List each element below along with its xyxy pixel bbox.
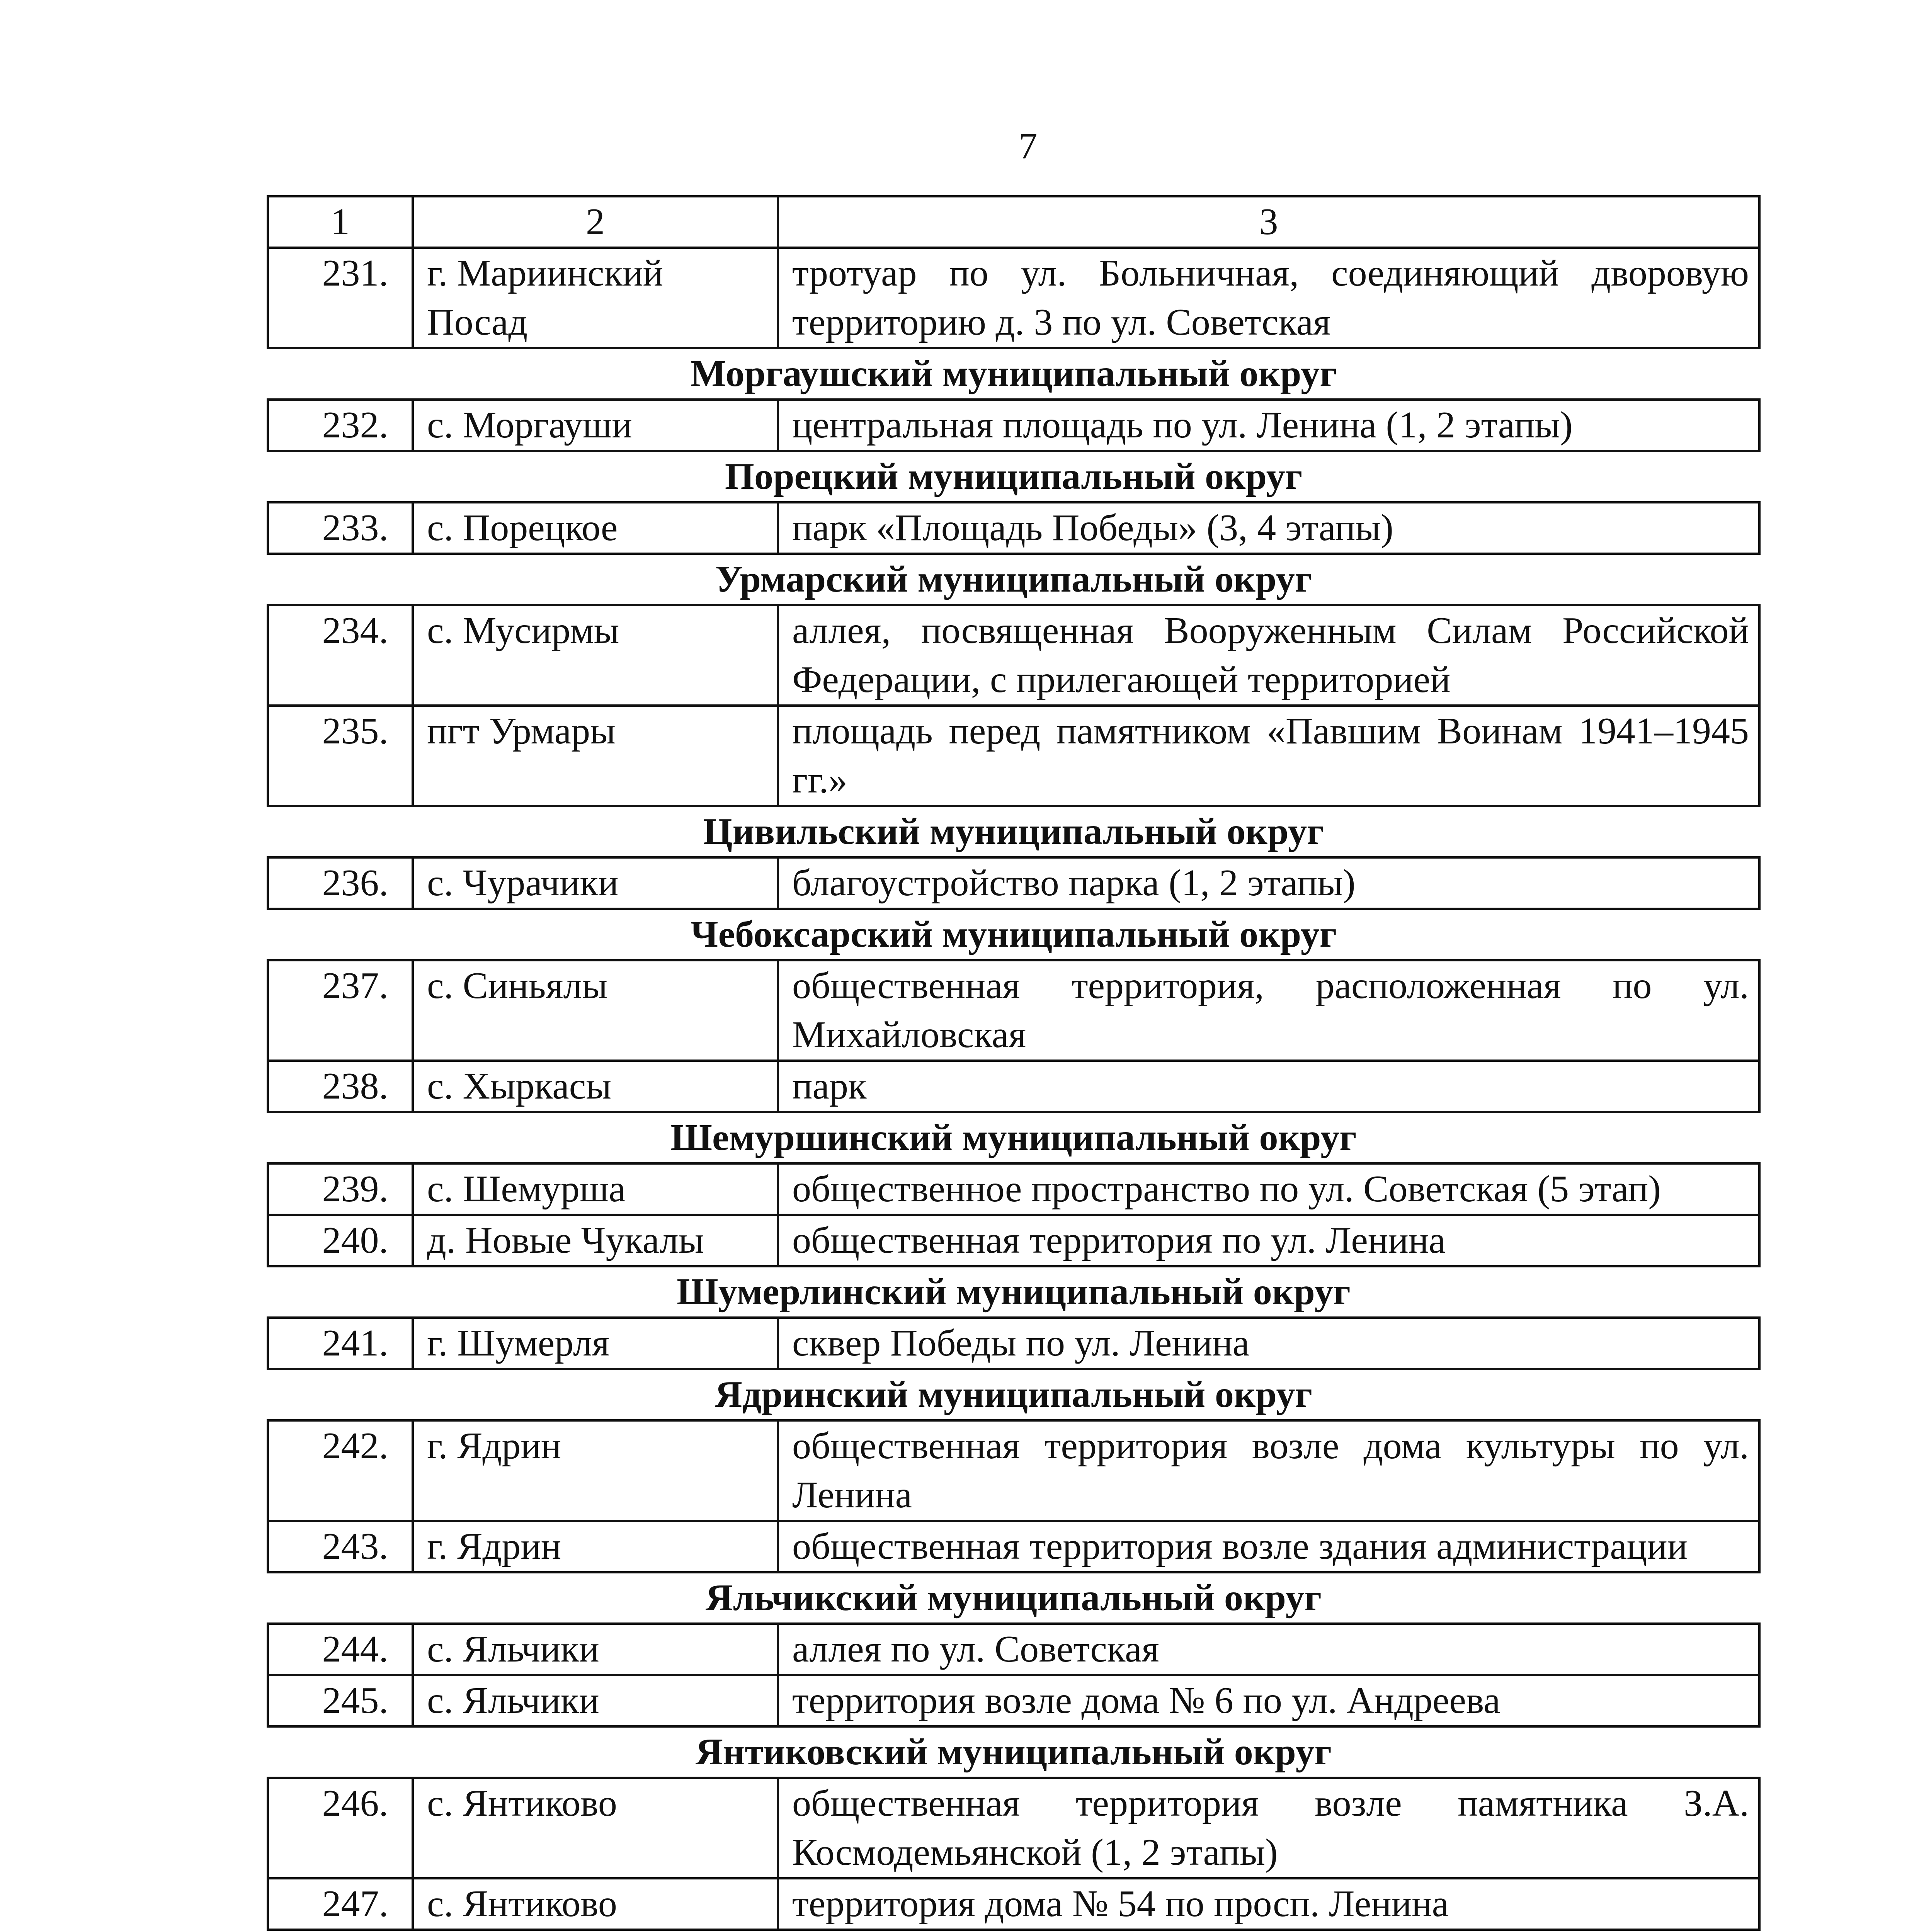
row-number: 231. — [268, 248, 413, 348]
row-description: общественное пространство по ул. Советская (5 этап) — [778, 1163, 1759, 1215]
row-description: общественная территория по ул. Ленина — [778, 1215, 1759, 1266]
row-description: общественная территория возле здания администрации — [778, 1521, 1759, 1572]
row-number: 238. — [268, 1061, 413, 1112]
row-description: центральная площадь по ул. Ленина (1, 2 этапы) — [778, 400, 1759, 451]
page-number: 7 — [1018, 125, 1038, 167]
row-number: 239. — [268, 1163, 413, 1215]
table-row — [268, 1163, 1759, 1215]
section-row — [268, 909, 1759, 960]
row-place: с. Мусирмы — [413, 605, 778, 706]
section-title: Порецкий муниципальный округ — [268, 451, 1759, 502]
table-header-row — [268, 196, 1759, 248]
row-number: 237. — [268, 960, 413, 1061]
row-place: с. Янтиково — [413, 1878, 778, 1930]
section-row — [268, 1930, 1759, 1932]
row-place: с. Шемурша — [413, 1163, 778, 1215]
section-title: Яльчикский муниципальный округ — [268, 1572, 1759, 1624]
table-row — [268, 960, 1759, 1061]
row-description: сквер Победы по ул. Ленина — [778, 1318, 1759, 1369]
section-title: Чебоксарский муниципальный округ — [268, 909, 1759, 960]
row-number: 246. — [268, 1778, 413, 1878]
table-row — [268, 1318, 1759, 1369]
section-row — [268, 1726, 1759, 1778]
row-number: 242. — [268, 1420, 413, 1521]
table-row — [268, 1215, 1759, 1266]
header-col-2: 2 — [413, 196, 778, 248]
table-row — [268, 1521, 1759, 1572]
row-place: пгт Урмары — [413, 706, 778, 806]
row-description: общественная территория возле дома культуры по ул. Ленина — [778, 1420, 1759, 1521]
row-number: 236. — [268, 857, 413, 909]
row-place: с. Чурачики — [413, 857, 778, 909]
row-description: парк — [778, 1061, 1759, 1112]
table-row — [268, 706, 1759, 806]
section-title: Шумерлинский муниципальный округ — [268, 1266, 1759, 1318]
objects-table — [267, 195, 1761, 1932]
table-row — [268, 1624, 1759, 1675]
section-row — [268, 1572, 1759, 1624]
row-description: благоустройство парка (1, 2 этапы) — [778, 857, 1759, 909]
row-number: 247. — [268, 1878, 413, 1930]
header-col-3: 3 — [778, 196, 1759, 248]
table-row — [268, 1420, 1759, 1521]
row-description: аллея по ул. Советская — [778, 1624, 1759, 1675]
row-place: г. Ядрин — [413, 1420, 778, 1521]
row-number: 241. — [268, 1318, 413, 1369]
row-place: с. Яльчики — [413, 1624, 778, 1675]
row-place: г. Мариинский Посад — [413, 248, 778, 348]
table-row — [268, 857, 1759, 909]
table-row — [268, 605, 1759, 706]
row-number: 240. — [268, 1215, 413, 1266]
section-title: Урмарский муниципальный округ — [268, 554, 1759, 605]
row-description: общественная территория возле памятника З.А. Космодемьянской (1, 2 этапы) — [778, 1778, 1759, 1878]
section-title: Цивильский муниципальный округ — [268, 806, 1759, 857]
table-row — [268, 502, 1759, 554]
section-title: Шемуршинский муниципальный округ — [268, 1112, 1759, 1163]
section-title: Моргаушский муниципальный округ — [268, 348, 1759, 400]
row-description: площадь перед памятником «Павшим Воинам 1941–1945 гг.» — [778, 706, 1759, 806]
section-row — [268, 806, 1759, 857]
row-number: 234. — [268, 605, 413, 706]
section-row — [268, 348, 1759, 400]
row-place: с. Янтиково — [413, 1778, 778, 1878]
section-row — [268, 554, 1759, 605]
row-number: 232. — [268, 400, 413, 451]
row-place: с. Порецкое — [413, 502, 778, 554]
section-title — [268, 1930, 1759, 1932]
row-number: 233. — [268, 502, 413, 554]
row-number: 244. — [268, 1624, 413, 1675]
row-description: парк «Площадь Победы» (3, 4 этапы) — [778, 502, 1759, 554]
row-place: с. Яльчики — [413, 1675, 778, 1726]
table-row — [268, 400, 1759, 451]
row-number: 235. — [268, 706, 413, 806]
row-description: тротуар по ул. Больничная, соединяющий дворовую территорию д. 3 по ул. Советская — [778, 248, 1759, 348]
row-description: территория возле дома № 6 по ул. Андреева — [778, 1675, 1759, 1726]
row-description: аллея, посвященная Вооруженным Силам Российской Федерации, с прилегающей территорией — [778, 605, 1759, 706]
row-place: г. Шумерля — [413, 1318, 778, 1369]
section-title: Янтиковский муниципальный округ — [268, 1726, 1759, 1778]
table-row — [268, 248, 1759, 348]
row-description: общественная территория, расположенная по ул. Михайловская — [778, 960, 1759, 1061]
section-row — [268, 1369, 1759, 1420]
section-row — [268, 1266, 1759, 1318]
table-row — [268, 1675, 1759, 1726]
section-title: Ядринский муниципальный округ — [268, 1369, 1759, 1420]
table-row — [268, 1061, 1759, 1112]
header-col-1: 1 — [268, 196, 413, 248]
row-place: с. Синьялы — [413, 960, 778, 1061]
table-row — [268, 1778, 1759, 1878]
row-description: территория дома № 54 по просп. Ленина — [778, 1878, 1759, 1930]
row-number: 245. — [268, 1675, 413, 1726]
section-row — [268, 451, 1759, 502]
table-row — [268, 1878, 1759, 1930]
row-place: г. Ядрин — [413, 1521, 778, 1572]
section-row — [268, 1112, 1759, 1163]
row-place: д. Новые Чукалы — [413, 1215, 778, 1266]
row-place: с. Моргауши — [413, 400, 778, 451]
row-place: с. Хыркасы — [413, 1061, 778, 1112]
row-number: 243. — [268, 1521, 413, 1572]
